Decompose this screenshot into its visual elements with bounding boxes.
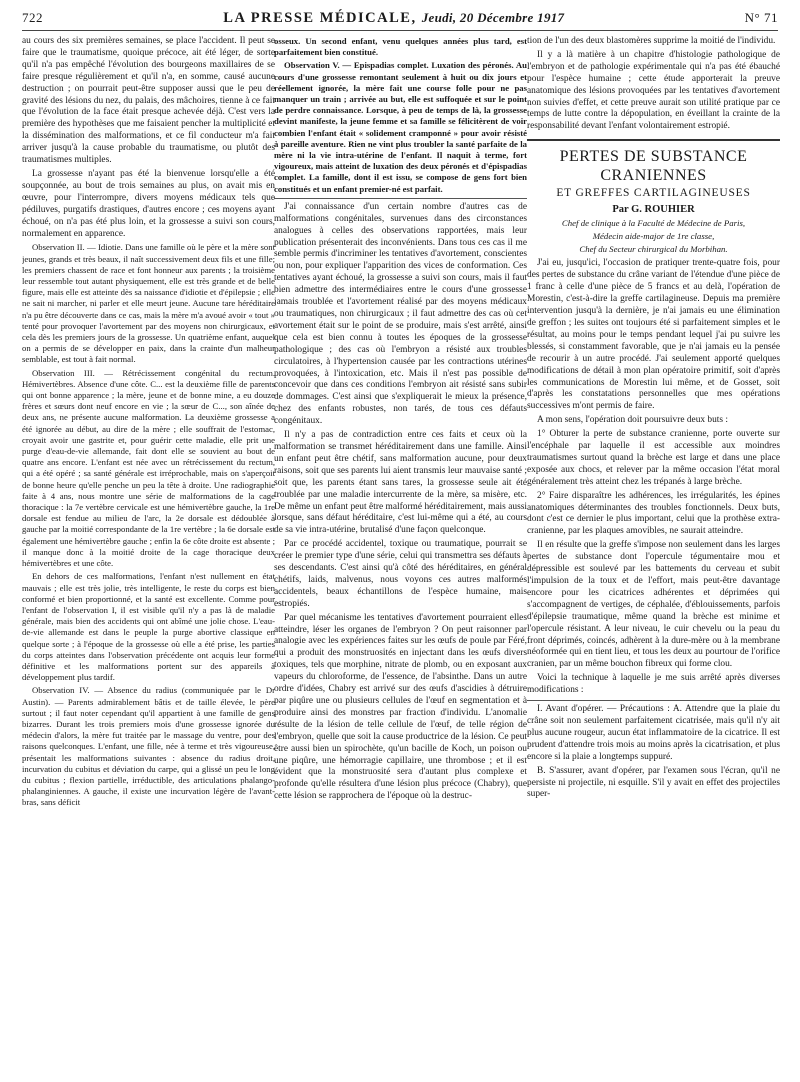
article-affiliation: Médecin aide-major de 1re classe, [592, 230, 715, 241]
column-left [22, 36, 275, 1076]
article-subtitle: ET GREFFES CARTILAGINEUSES [556, 187, 751, 200]
divider [274, 198, 527, 199]
paragraph: A mon sens, l'opération doit poursuivre deux buts : [537, 415, 728, 426]
paragraph: Voici la technique à laquelle je me suis arrêté après diverses modifications : [527, 673, 780, 696]
paragraph: Par quel mécanisme les tentatives d'avortement pourraient elles atteindre, léser les organes de l'embryon ? On peut raisonner par analogie avec les expériences faites sur les œufs de poule par Féré, qui a produit des monstruosités en injectant dans les œufs divers toxiques, tels que morphine, nitrate de plomb, ou en exposant aux vapeurs du chloroforme, de l'essence, de l'absinthe. Dans un autre ordre d'idées, Chabry est arrivé sur des œufs d'ascidies à détruire par piqûre une ou plusieurs cellules de l'œuf en segmentation et à produire ainsi des monstres par fraction d'individu. L'anomalie résulte de la lésion de telle cellule de l'œuf, de telle région de l'embryon, quelle que soit la cause productrice de la lésion. Ce peut être aussi bien un spirochète, qu'un bacille de Koch, un poison ou une piqûre, une hémorragie capillaire, une thrombose ; et il est évident que la monstruosité sera d'autant plus complexe et profonde qu'elle résultera d'une lésion plus précoce (Chabry), que cette lésion se rapprochera de l'époque où la destruc- [274, 612, 527, 802]
paragraph: osseux. Un second enfant, venu quelques années plus tard, est parfaitement bien constitué. [274, 36, 527, 58]
paragraph: Il y a là matière à un chapitre d'histologie pathologique de l'embryon et de pathologie expérimentale qui n'a pas été ébauché pour l'espèce humaine ; cette étude apporterait la preuve anatomique des lésions provoquées par les tentatives d'avortement non suivies d'effet, et cette preuve aurait son utilité pratique par ce temps de lutte contre la dépopulation, en éveillant la crainte de la responsabilité devant l'enfant volontairement estropié. [527, 49, 780, 132]
paragraph: Il n'y a pas de contradiction entre ces faits et ceux où la malformation se transmet héréditairement dans une famille. Ainsi un enfant peut être chétif, sans malformation aucune, pour deux raisons, soit que ses parents lui aient transmis leur mauvaise santé ; soit que, les parents étant sans tares, la grossesse seule ait été troublée par une maladie intercurrente de la mère, sa misère, etc. De même un enfant peut être malformé héréditairement, mais aussi lorsque, sans défaut héréditaire, c'est lui-même qui a été, au cours de sa vie intra-utérine, brutalisé d'une façon quelconque. [274, 430, 527, 536]
paragraph: B. S'assurer, avant d'opérer, par l'examen sous l'écran, qu'il ne persiste ni projectile, ni esquille. S'il y avait en effet des projectiles super- [527, 765, 780, 800]
column-middle [274, 36, 527, 1076]
observation-3: Observation III. — Rétrécissement congénital du rectum. Hémivertèbres. Absence d'une côte. C... est la deuxième fille de parents qui ont bonne apparence ; la mère, jeune et de bonne mine, a eu douze frères et sœurs dont neuf encore en vie ; la sœur de C..., son aînée de deux ans, ne présente aucune malformation. La deuxième grossesse a été ignorée au début, au dire de la mère ; elle souffrait de l'estomac, croyait avoir une gastrite et, pour guérir cette maladie, elle prit une purge d'eau-de-vie allemande, fait dont elle se souvient au bout de quatre ans encore. L'enfant est née avec un rétrécissement du rectum, qui a été opéré ; sa santé générale est irréprochable, mais on s'aperçoit de bonne heure qu'elle penche un peu la tête à droite. Une radiographie faite à 4 ans, nous montre une série de malformations de la cage thoracique : la 7e vertèbre cervicale est une hémivertèbre gauche, la 1re dorsale est fendue au milieu de l'arc, la 2e dorsale est dédoublée à gauche par la moitié correspondante de la 1re vertèbre ; la 6e dorsale est également une hémivertèbre gauche ; enfin la 6e côte droite est absente ; il manque donc à la moitié droite de la cage thoracique deux hémivertèbres et une côte. [22, 367, 275, 569]
journal-title [223, 10, 564, 27]
article-affiliation: Chef de clinique à la Faculté de Médecine de Paris, [561, 218, 746, 229]
paragraph: J'ai eu, jusqu'ici, l'occasion de pratiquer trente-quatre fois, pour des pertes de substance du crâne variant de l'étendue d'une pièce de 1 franc à celle d'une pièce de 5 francs et au delà, l'opération de Morestin, c'est-à-dire la greffe cartilagineuse. Depuis ma première intervention jusqu'à la dernière, je n'ai jamais eu une élimination de greffon ; les suites ont toujours été si parfaitement simples et le résultat, au moins pour le temps pendant lequel j'ai pu suivre les blessés, si constamment favorable, que je n'ai jamais eu la pensée de recourir à un autre procédé. J'ai seulement apporté quelques modifications de détail à mon plan opératoire primitif, soit d'après les communications de Morestin lui même, et de Gosset, soit d'après les constatations personnelles que mes opérations successives m'ont permis de faire. [527, 258, 780, 412]
paragraph: La grossesse n'ayant pas été la bienvenue lorsqu'elle a été soupçonnée, au bout de trois semaines au plus, on avait mis en œuvre, pour l'interrompre, divers moyens médicaux tels que pédiluves, purgatifs drastiques, d'autres encore ; ces moyens ayant échoué, on n'a pas été plus loin, et la grossesse a suivi son cours, normalement en apparence. [22, 168, 275, 239]
column-right [527, 36, 780, 1076]
paragraph: 2° Faire disparaître les adhérences, les irrégularités, les épines anatomiques déterminantes des troubles fonctionnels. Deux buts, dont c'est ce dernier le plus important, celui que la prothèse extra-cranienne, par les plaques amovibles, ne saurait atteindre. [527, 490, 780, 537]
page-header [22, 6, 778, 31]
issue-number: N° 71 [744, 10, 778, 25]
article-author: Par G. ROUHIER [612, 204, 695, 216]
paragraph: Par ce procédé accidentel, toxique ou traumatique, pourrait se créer le premier type d'une série, celui qui transmettra ses défauts à ses descendants. C'est ainsi qu'à côté des héréditaires, en général chétifs, laids, malvenus, nous voyons ces autres malformés accidentels, beaux échantillons de l'espèce humaine, mais estropiés. [274, 539, 527, 609]
article-heading [527, 139, 780, 254]
article-title: PERTES DE SUBSTANCE CRANIENNES [559, 148, 748, 185]
divider [527, 700, 780, 701]
paragraph: au cours des six premières semaines, se place l'accident. Il peut se faire que le traumatisme, quoique précoce, ait été léger, de sorte qu'il n'a pas empêché l'évolution des bourgeons maxillaires de se faire presque régulièrement et qu'il n'a, en somme, causé aucune destruction ; on pourrait peut-être supposer aussi que le peu de gravité des lésions du nez, du palais, des mâchoires, tienne à ce fait que l'évolution de la face était presque achevée déjà. C'est vers la première des hypothèses que me faisaient pencher la multiplicité et la dissémination des malformations, et ce fil conducteur m'a fait arriver jusqu'à la cause probable du traumatisme, ou plutôt des traumatismes multiples. [22, 36, 275, 166]
section-avant-operer: I. Avant d'opérer. — Précautions : A. Attendre que la plaie du crâne soit non seulement parfaitement cicatrisée, mais qu'il n'y ait plus aucune rougeur, aucun état inflammatoire de la cicatrice. Il est prudent d'attendre trois mois au moins après la cicatrisation, et plus encore si la plaie a longtemps suppuré. [527, 704, 780, 762]
observation-2: Observation II. — Idiotie. Dans une famille où le père et la mère sont jeunes, grands et très beaux, il naît successivement deux fils et une fille; les premiers chassent de race et font honneur aux parents ; la troisième leur ressemble tout autant physiquement, elle est très grande et de belle figure, mais elle est atteinte dès sa naissance d'idiotie et d'épilepsie ; elle ne sait ni marcher, ni parler et elle meurt jeune. Aucune tare héréditaire n'a pu être découverte dans ce cas, mais la mère m'a avoué avoir « tout » tenté pour provoquer l'avortement par des moyens non chirurgicaux, et cela dès les premiers jours de la grossesse. Un quatrième enfant, auquel on a permis de se développer en paix, dans la crainte d'un malheur semblable, est tout à fait normal. [22, 242, 275, 365]
journal-name: LA PRESSE MÉDICALE, [223, 9, 417, 26]
paragraph: En dehors de ces malformations, l'enfant n'est nullement en état mauvais ; elle est très jolie, très intelligente, le reste du corps est bien conformé et bien proportionné, et la santé est excellente. Comme pour l'enfant de l'observation I, il est visible qu'il n'y a pas là de maladie générale, mais bien des accidents qui ont abîmé une jolie chose. L'eau-de-vie allemande est dans le peuple la purge abortive classique en quelque sorte ; à l'époque de la grossesse où elle a été prise, les parties du corps atteintes dans l'observation précédente ont acquis leur forme définitive et les malformations portent sur des appareils à développement plus tardif. [22, 571, 275, 683]
observation-5: Observation V. — Epispadias complet. Luxation des péronés. Au cours d'une grossesse remontant seulement à huit ou dix jours et réellement ignorée, la mère fait une course folle pour ne pas manquer un train ; arrivée au but, elle est suffoquée et sur le point de perdre connaissance. Lorsque, à peu de temps de là, la grossesse devint manifeste, la jeune femme et sa famille se félicitèrent de voir combien l'enfant était « solidement cramponné » pour avoir résisté à pareille aventure. Rien ne vint plus troubler la santé parfaite de la mère ni la vie intra-utérine de l'enfant. Il naquit à terme, fort vigoureux, mais atteint de luxation des deux péronés et d'épispadias complet. La famille, dont il est issu, se compose de gens fort bien constitués et un enfant premier-né est parfait. [274, 60, 527, 194]
observation-4: Observation IV. — Absence du radius (communiquée par le Dr Austin). — Parents admirablement bâtis et de taille élevée, le père surtout ; il faut noter cependant qu'il appartient à une famille de gens bizarres. Durant les trois premiers mois d'une grossesse ignorée du médecin d'alors, la mère fut traitée par le massage du ventre, pour des raisons quelconques. L'enfant, une fille, née à terme et très vigoureuse, présentait les malformations suivantes : absence du radius droit, incurvation du cubitus et déviation du carpe, qui a glissé un peu le long du cubitus ; flexion partielle, irréductible, des articulations phalango-phalanginiennes. A gauche, il existe une incurvation légère de l'avant-bras, sans déficit [22, 685, 275, 808]
page-number: 722 [22, 10, 43, 25]
paragraph: J'ai connaissance d'un certain nombre d'autres cas de malformations congénitales, survenues dans des circonstances analogues à celles des observations rapportées, mais leur publication présenterait des inconvénients. Dans tous ces cas il me semble permis d'incriminer les tentatives d'avortement, conscientes ou non, pour expliquer l'apparition des vices de conformation. Ces tentatives ayant échoué, la grossesse a suivi son cours, mais il faut bien admettre des intermédiaires entre le cours d'une grossesse jamais troublée et l'avortement réalisé par des moyens médicaux ou traumatiques, non chirurgicaux ; il faut admettre des cas où cet avortement était sur le point de se produire, mais s'est arrêté, ainsi que cela est bien connu à toutes les époques de la grossesse pathologique ; des cas où l'embryon a résisté aux troubles circulatoires, à l'hypertension causée par les contractions utérines provoquées, à l'intoxication, etc. Mais il n'est pas possible de concevoir que dans ces conditions l'embryon ait résisté sans subir de dommages. C'est ainsi que s'expliquerait le mieux la présence, chez des enfants robustes, non tarés, de tous ces défauts congénitaux. [274, 201, 527, 427]
paragraph: 1° Obturer la perte de substance cranienne, porte ouverte sur l'encéphale par laquelle il est accessible aux moindres traumatismes surtout quand la brèche est large et dans une place exposée aux chocs, et relever par la même occasion l'état moral généralement très atteint chez les trépanés à large brèche. [527, 429, 780, 487]
paragraph: Il en résulte que la greffe s'impose non seulement dans les larges pertes de substance dont l'opercule tégumentaire mou et dépressible est soulevé par les battements du cerveau et subit l'impulsion de la toux et de l'effort, mais peut-être davantage encore pour les cicatrices adhérentes et déprimées qui s'accompagnent de vertiges, de céphalée, d'éblouissements, parfois d'épilepsie traumatique, même quand la brèche est minime et l'opercule résistant. A leur niveau, le cuir chevelu ou la peau du front déprimés, coincés, adhèrent à la dure-mère ou à la membrane néoformée qui en tient lieu, et tous les deux au pourtour de l'orifice cranien, par un même bouchon fibreux qui forme clou. [527, 540, 780, 670]
issue-date: Jeudi, 20 Décembre 1917 [421, 9, 565, 25]
paragraph: tion de l'un des deux blastomères supprime la moitié de l'individu. [527, 36, 776, 46]
article-affiliation: Chef du Secteur chirurgical du Morbihan. [579, 243, 728, 254]
